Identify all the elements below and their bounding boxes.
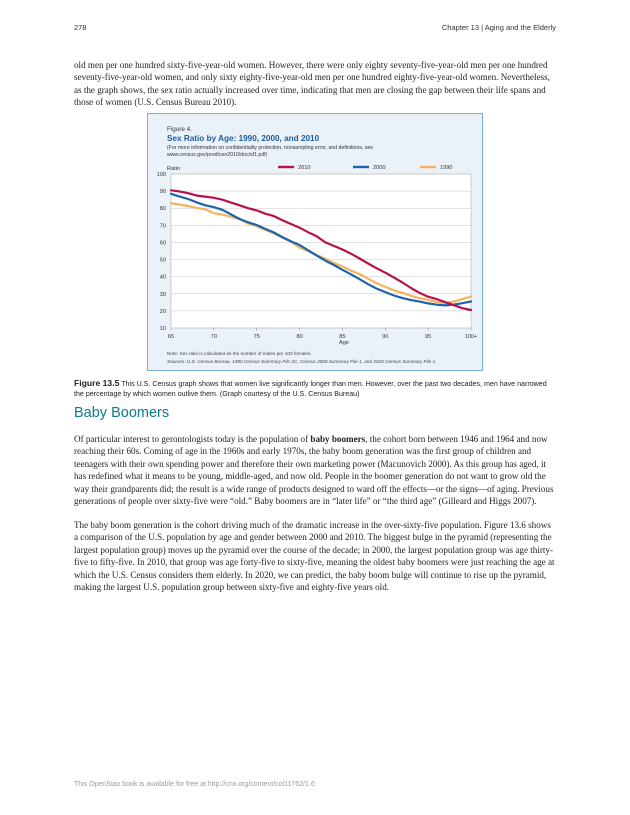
- chart-legend: [278, 165, 452, 171]
- x-tick-label-65: 65: [167, 334, 175, 340]
- y-tick-label-70: 70: [159, 223, 166, 230]
- figure-caption: [74, 378, 556, 399]
- paragraph2-start: Of particular interest to gerontologists today is the population of: [74, 434, 311, 444]
- baby-boomers-paragraph: [74, 433, 556, 507]
- census-figure: [147, 113, 483, 371]
- baby-boomers-term: baby boomers: [310, 434, 366, 444]
- legend-label-2010: 2010: [298, 165, 311, 171]
- section-heading: Baby Boomers: [74, 405, 170, 421]
- x-tick-label-80: 80: [296, 334, 303, 340]
- legend-label-1990: 1990: [440, 165, 453, 171]
- page-footer: This OpenStax book is available for free at http://cnx.org/content/col11762/1.6: [74, 781, 315, 788]
- y-tick-label-80: 80: [159, 206, 166, 213]
- x-tick-label-70: 70: [210, 334, 217, 340]
- caption-label: Figure 13.5: [74, 378, 120, 388]
- x-axis-label: Age: [339, 340, 349, 346]
- y-tick-label-20: 20: [159, 308, 166, 315]
- caption-text: This U.S. Census graph shows that women live significantly longer than men. However, over the past two decades, men have narrowed the percentage by which women outlive them. (Graph courtesy of the U.S. Census Bureau): [74, 380, 547, 398]
- chart-title: Sex Ratio by Age: 1990, 2000, and 2010: [167, 134, 320, 143]
- intro-paragraph: old men per one hundred sixty-five-year-old women. However, there were only eighty seventy-five-year-old men per one hundred seventy-five-year-old women, and only sixty eighty-five-year-old men per one hundred eighty-five-year-old women. Nevertheless, as the graph shows, the sex ratio actually increased over time, indicating that men are closing the gap between their life spans and those of women (U.S. Census Bureau 2010).: [74, 60, 550, 108]
- legend-label-2000: 2000: [373, 165, 386, 171]
- y-tick-label-50: 50: [159, 257, 166, 264]
- figure-subtitle-line1: (For more information on confidentiality protection, nonsampling error, and definitions, see: [167, 145, 374, 151]
- sex-ratio-chart: [148, 114, 484, 372]
- page-number: 278: [74, 23, 87, 32]
- x-tick-label-90: 90: [382, 334, 389, 340]
- y-tick-label-90: 90: [159, 189, 166, 196]
- y-tick-label-10: 10: [159, 326, 166, 332]
- y-tick-label-60: 60: [159, 240, 166, 247]
- plot-area: [171, 174, 471, 328]
- y-tick-label-40: 40: [159, 274, 166, 281]
- figure-label: Figure 4.: [167, 126, 192, 133]
- x-tick-label-95: 95: [425, 334, 432, 340]
- x-tick-label-85: 85: [339, 334, 346, 340]
- baby-boom-generation-paragraph: The baby boom generation is the cohort driving much of the dramatic increase in the over-sixty-five population. Figure 13.6 shows a comparison of the U.S. population by age and gender between 2000 and 2010. The biggest bulge in the pyramid (representing the largest population group) moves up the pyramid over the course of the decade; in 2000, the largest population group was age thirty-five to fifty-five. In 2010, that group was age forty-five to sixty-five, meaning the oldest baby boomers were just reaching the age at which the U.S. Census considers them elderly. In 2020, we can predict, the baby boom bulge will continue to rise up the pyramid, making the largest U.S. population group between sixty-five and eighty-five years old.: [74, 520, 555, 593]
- y-tick-label-100: 100: [156, 172, 166, 178]
- x-tick-label-75: 75: [253, 334, 260, 340]
- figure-subtitle-line2: www.census.gov/prod/cen2010/doc/sf1.pdf): [167, 152, 268, 158]
- y-tick-label-30: 30: [159, 291, 166, 298]
- paragraph2-rest: , the cohort born between 1946 and 1964 and now reaching their 60s. Coming of age in the 1960s and early 1970s, the baby boom generation was the first group of children and teenagers with their own spending power and therefore their own marketing power (Macunovich 2000). As this group has aged, it has redefined what it means to be young, middle-aged, and now old. People in the boomer generation do not want to grow old the way their grandparents did; the result is a wide range of products designed to ward off the effects—or the signs—of aging. Previous generations of people over sixty-five were “old.” Baby boomers are in “later life” or “the third age” (Gilleard and Higgs 2007).: [74, 434, 554, 507]
- chapter-title: Chapter 13 | Aging and the Elderly: [441, 23, 556, 32]
- figure-sources: Sources: U.S. Census Bureau, 1990 Census Summary File 2C, Census 2000 Summary File 1, and 2010 Census Summary File 1.: [167, 359, 437, 364]
- y-axis-label: Ratio: [167, 166, 181, 172]
- figure-note: Note: Sex ratio is calculated as the number of males per 100 females.: [167, 351, 312, 356]
- x-tick-label-100+: 100+: [464, 334, 478, 340]
